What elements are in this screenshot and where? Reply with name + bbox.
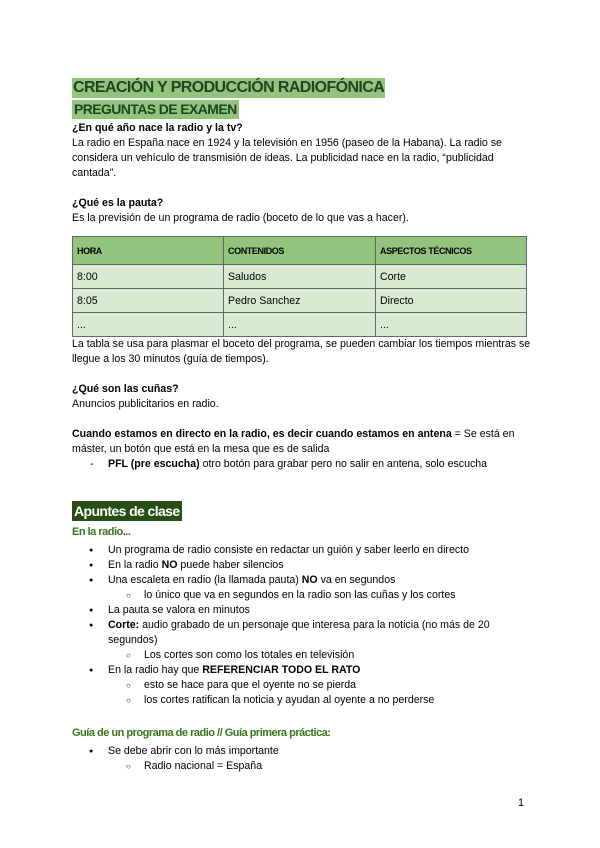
table-header-cell: CONTENIDOS xyxy=(224,237,376,265)
list-item-bold: REFERENCIAR TODO EL RATO xyxy=(202,664,361,676)
list-item xyxy=(72,558,534,573)
apuntes-heading: Apuntes de clase xyxy=(74,503,180,519)
exam-section-heading: PREGUNTAS DE EXAMEN xyxy=(74,101,237,117)
document-page xyxy=(72,72,534,774)
table-cell: ... xyxy=(224,313,376,337)
sub-list-item: ○ Radio nacional = España xyxy=(72,759,534,774)
pauta-table xyxy=(72,236,527,337)
apuntes-heading-row xyxy=(72,501,534,521)
question-pauta: ¿Qué es la pauta? xyxy=(72,197,164,209)
sub-list-item: ○ los cortes ratifican la noticia y ayudan al oyente a no perderse xyxy=(72,693,534,708)
list-item xyxy=(72,573,534,588)
table-header-cell: HORA xyxy=(73,237,224,265)
sub-list-item: ○ lo único que va en segundos en la radio son las cuñas y los cortes xyxy=(72,588,534,603)
list-item xyxy=(72,618,534,648)
guia-list xyxy=(72,744,534,774)
document-title: CREACIÓN Y PRODUCCIÓN RADIOFÓNICA xyxy=(73,79,385,96)
list-item: ● La pauta se valora en minutos xyxy=(72,603,534,618)
question-cunas: ¿Qué son las cuñas? xyxy=(72,383,179,395)
answer-year: La radio en España nace en 1924 y la televisión en 1956 (paseo de la Habana). La radio se considera un vehículo de transmisión de ideas. La publicidad nace en la radio, “publicidad cantada”. xyxy=(72,137,502,179)
apuntes-list xyxy=(72,543,534,708)
sub-list-item: ○ esto se hace para que el oyente no se pierda xyxy=(72,678,534,693)
question-directo-bold: Cuando estamos en directo en la radio, es decir cuando estamos en antena xyxy=(72,428,452,440)
table-cell: ... xyxy=(73,313,224,337)
exam-heading-row xyxy=(72,100,534,119)
pfl-description: otro botón para grabar pero no salir en antena, solo escucha xyxy=(199,458,488,470)
list-item-text: puede haber silencios xyxy=(177,559,284,571)
list-item-text: va en segundos xyxy=(317,574,396,586)
answer-cunas: Anuncios publicitarios en radio. xyxy=(72,398,219,410)
table-cell: Saludos xyxy=(224,265,376,289)
table-header-cell: ASPECTOS TÉCNICOS xyxy=(376,237,527,265)
sub-list-item: ○ Los cortes son como los totales en televisión xyxy=(72,648,534,663)
list-item xyxy=(72,663,534,678)
question-directo-rest: = Se está en máster, un botón que está en la mesa que es de salida xyxy=(72,428,515,455)
dash-item-pfl xyxy=(72,457,534,472)
question-directo xyxy=(72,427,534,457)
list-item-text: En la radio hay que xyxy=(108,664,203,676)
table-row xyxy=(73,313,527,337)
table-cell: ... xyxy=(376,313,527,337)
table-cell: Corte xyxy=(376,265,527,289)
table-cell: 8:00 xyxy=(73,265,224,289)
list-item: ● Un programa de radio consiste en redactar un guión y saber leerlo en directo xyxy=(72,543,534,558)
list-item-text: Una escaleta en radio (la llamada pauta) xyxy=(108,574,302,586)
list-item-text: audio grabado de un personaje que interesa para la noticia (no más de 20 segundos) xyxy=(108,619,490,646)
list-item-bold: Corte: xyxy=(108,619,140,631)
table-header-row xyxy=(73,237,527,265)
en-la-radio-subheading: En la radio... xyxy=(72,526,131,538)
list-item-bold: NO xyxy=(301,574,318,586)
table-explanation: La tabla se usa para plasmar el boceto del programa, se pueden cambiar los tiempos mientras se llegue a los 30 minutos (guía de tiempos). xyxy=(72,338,531,365)
table-cell: Pedro Sanchez xyxy=(224,289,376,313)
table-row xyxy=(73,289,527,313)
answer-pauta: Es la previsión de un programa de radio (boceto de lo que vas a hacer). xyxy=(72,212,409,224)
list-item-text: En la radio xyxy=(108,559,162,571)
pfl-term: PFL (pre escucha) xyxy=(108,458,200,470)
table-cell: Directo xyxy=(376,289,527,313)
page-number: 1 xyxy=(518,797,525,809)
guia-subheading: Guía de un programa de radio // Guía primera práctica: xyxy=(72,727,331,739)
title-row xyxy=(72,78,534,98)
question-year: ¿En qué año nace la radio y la tv? xyxy=(72,122,243,134)
table-cell: 8:05 xyxy=(73,289,224,313)
list-item-bold: NO xyxy=(161,559,178,571)
list-item: ● Se debe abrir con lo más importante xyxy=(72,744,534,759)
table-row xyxy=(73,265,527,289)
